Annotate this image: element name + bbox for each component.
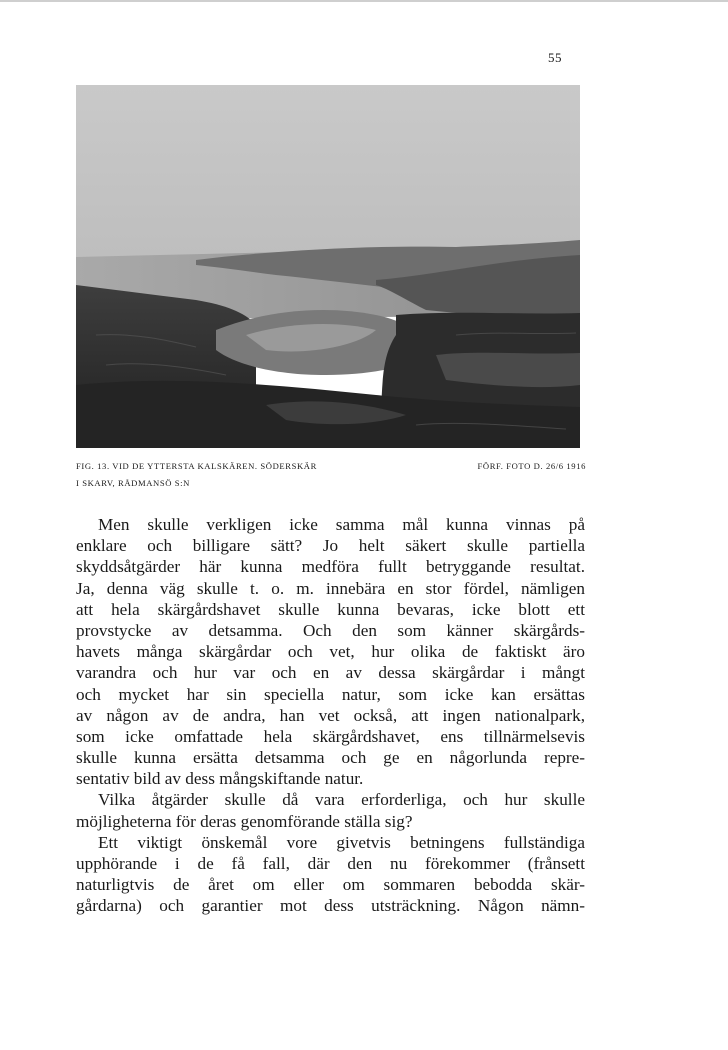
figure-caption <box>76 458 586 492</box>
text-line: av någon av de andra, han vet också, att ingen nationalpark, <box>76 705 585 725</box>
caption-row-2 <box>76 475 586 492</box>
text-line: och mycket har sin speciella natur, som icke kan ersättas <box>76 684 585 704</box>
text-line: skulle kunna ersätta detsamma och ge en någorlunda repre- <box>76 748 585 768</box>
figure-photograph <box>76 85 580 448</box>
text-line: att hela skärgårdshavet skulle kunna bevaras, icke blott ett <box>76 599 585 619</box>
text-line: enklare och billigare sätt? Jo helt säkert skulle partiella <box>76 536 585 556</box>
page-number: 55 <box>548 50 562 65</box>
text-line: Ja, denna väg skulle t. o. m. innebära en stor fördel, nämligen <box>76 578 585 598</box>
text-line: upphörande i de få fall, där den nu förekommer (frånsett <box>76 854 585 873</box>
text-line: havets många skärgårdar och vet, hur olika de faktiskt äro <box>76 642 585 662</box>
text-line: naturligtvis de året om eller om sommaren bebodda skär- <box>76 875 585 895</box>
text-line: provstycke av detsamma. Och den som känner skärgårds- <box>76 620 585 640</box>
text-line: Vilka åtgärder skulle då vara erforderliga, och hur skulle <box>98 790 585 810</box>
text-line: Ett viktigt önskemål vore givetvis betningens fullständiga <box>98 832 585 852</box>
body-text <box>76 514 585 917</box>
top-edge-rule <box>0 0 728 2</box>
photo-credit: FÖRF. FOTO D. 26/6 1916 <box>477 461 586 471</box>
text-line: sentativ bild av dess mångskiftande natur. <box>76 769 364 789</box>
text-line: som icke omfattade hela skärgårdshavet, ens tillnärmelsevis <box>76 726 585 746</box>
caption-title-line-2: I SKARV, RÅDMANSÖ S:N <box>76 478 190 488</box>
text-line: varandra och hur var och en av dessa skärgårdar i mångt <box>76 663 585 683</box>
text-line: gårdarna) och garantier mot dess utsträckning. Någon nämn- <box>76 896 585 916</box>
text-line: skyddsåtgärder här kunna medföra fullt betryggande resultat. <box>76 557 585 577</box>
text-line: Men skulle verkligen icke samma mål kunna vinnas på <box>98 515 585 534</box>
caption-row-1 <box>76 458 586 475</box>
text-line: möjligheterna för deras genomförande ställa sig? <box>76 811 413 831</box>
caption-title-line-1: FIG. 13. VID DE YTTERSTA KALSKÄREN. SÖDERSKÄR <box>76 461 317 471</box>
